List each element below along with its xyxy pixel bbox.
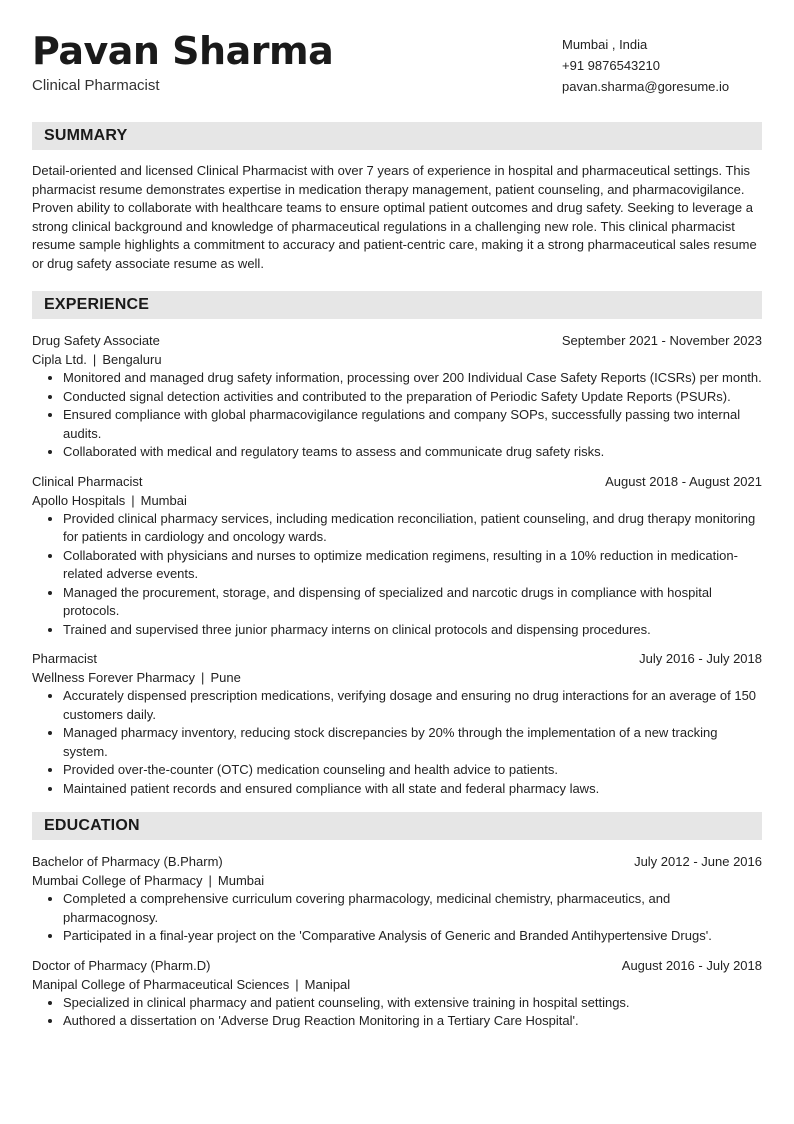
experience-dates: July 2016 - July 2018 — [639, 651, 762, 666]
experience-location: Pune — [210, 670, 241, 685]
education-org-line — [32, 975, 762, 994]
education-entry — [32, 956, 762, 1031]
experience-section — [32, 291, 762, 798]
experience-organization: Wellness Forever Pharmacy — [32, 670, 196, 685]
candidate-role: Clinical Pharmacist — [32, 77, 160, 94]
experience-organization: Cipla Ltd. — [32, 352, 87, 367]
education-bullet: • Participated in a final-year project on the 'Comparative Analysis of Generic and Branded Antihypertensive Drugs'. — [63, 927, 762, 946]
experience-bullet: • Provided over-the-counter (OTC) medication counseling and health advice to patients. — [63, 761, 762, 780]
experience-bullet: • Ensured compliance with global pharmacovigilance regulations and company SOPs, successfully passing two internal audits. — [63, 406, 762, 443]
experience-org-line — [32, 350, 762, 369]
separator: | — [295, 976, 299, 992]
experience-location: Mumbai — [140, 492, 187, 508]
education-entry-header — [32, 852, 762, 871]
separator: | — [208, 873, 212, 888]
education-organization: Mumbai College of Pharmacy — [32, 873, 203, 888]
separator: | — [201, 670, 205, 685]
experience-entry-header — [32, 331, 762, 350]
education-organization: Manipal College of Pharmaceutical Sciences — [32, 976, 290, 992]
experience-bullet: • Managed pharmacy inventory, reducing stock discrepancies by 20% through the implementation of a new tracking system. — [63, 724, 762, 761]
education-location: Manipal — [304, 976, 351, 992]
contact-location: Mumbai , India — [562, 37, 648, 52]
education-dates: August 2016 - July 2018 — [621, 957, 762, 973]
experience-title: Clinical Pharmacist — [32, 473, 143, 489]
experience-entry — [32, 331, 762, 462]
education-bullet: • Specialized in clinical pharmacy and patient counseling, with extensive training in hospital settings. — [63, 994, 762, 1013]
contact-phone: +91 9876543210 — [562, 58, 660, 73]
experience-list — [32, 331, 762, 798]
experience-org-line — [32, 668, 762, 687]
education-location: Mumbai — [217, 873, 265, 888]
education-bullet-list — [32, 890, 762, 946]
summary-section — [32, 122, 762, 273]
experience-bullet-list — [32, 369, 762, 462]
experience-bullet: • Accurately dispensed prescription medications, verifying dosage and ensuring no drug interactions for an average of 150 customers daily. — [63, 687, 762, 724]
resume-header — [32, 28, 762, 120]
education-bullet-list — [32, 994, 762, 1031]
experience-entry — [32, 649, 762, 798]
education-list — [32, 852, 762, 1031]
education-entry-header — [32, 956, 762, 975]
experience-bullet: • Monitored and managed drug safety information, processing over 200 Individual Case Safety Reports (ICSRs) per month. — [63, 369, 762, 388]
education-entry — [32, 852, 762, 946]
education-heading: EDUCATION — [32, 812, 762, 840]
resume-page — [32, 28, 762, 1031]
experience-heading: EXPERIENCE — [32, 291, 762, 319]
education-dates: July 2012 - June 2016 — [634, 854, 762, 869]
experience-bullet: • Collaborated with medical and regulatory teams to assess and communicate drug safety risks. — [63, 443, 762, 462]
experience-location: Bengaluru — [102, 352, 162, 367]
separator: | — [92, 352, 97, 367]
experience-bullet: • Collaborated with physicians and nurses to optimize medication regimens, resulting in a 10% reduction in medication-related adverse events. — [63, 547, 762, 584]
experience-entry-header — [32, 472, 762, 491]
experience-org-line — [32, 491, 762, 510]
experience-bullet-list — [32, 687, 762, 798]
experience-bullet: • Managed the procurement, storage, and dispensing of specialized and narcotic drugs in compliance with hospital protocols. — [63, 584, 762, 621]
experience-bullet: • Trained and supervised three junior pharmacy interns on clinical protocols and dispensing procedures. — [63, 621, 762, 640]
experience-dates: September 2021 - November 2023 — [561, 333, 762, 348]
experience-entry — [32, 472, 762, 640]
experience-bullet-list — [32, 510, 762, 640]
education-title: Doctor of Pharmacy (Pharm.D) — [32, 957, 211, 973]
education-section — [32, 812, 762, 1031]
experience-dates: August 2018 - August 2021 — [605, 473, 762, 489]
contact-block — [562, 34, 762, 97]
education-bullet: • Authored a dissertation on 'Adverse Drug Reaction Monitoring in a Tertiary Care Hospital'. — [63, 1012, 762, 1031]
experience-entry-header — [32, 649, 762, 668]
education-bullet: • Completed a comprehensive curriculum covering pharmacology, medicinal chemistry, pharmaceutics, and pharmacognosy. — [63, 890, 762, 927]
education-title: Bachelor of Pharmacy (B.Pharm) — [32, 854, 223, 869]
experience-organization: Apollo Hospitals — [32, 492, 126, 508]
experience-bullet: • Maintained patient records and ensured compliance with all state and federal pharmacy laws. — [63, 780, 762, 799]
education-org-line — [32, 871, 762, 890]
experience-title: Pharmacist — [32, 651, 98, 666]
summary-heading: SUMMARY — [32, 122, 762, 150]
experience-title: Drug Safety Associate — [32, 333, 160, 348]
candidate-name: Pavan Sharma — [32, 29, 334, 73]
experience-bullet: • Provided clinical pharmacy services, including medication reconciliation, patient counseling, and drug therapy monitoring for patients in cardiology and oncology wards. — [63, 510, 762, 547]
contact-email[interactable]: pavan.sharma@goresume.io — [562, 79, 730, 94]
separator: | — [131, 492, 135, 508]
summary-text: Detail-oriented and licensed Clinical Pharmacist with over 7 years of experience in hospital and pharmaceutical settings. This pharmacist resume demonstrates expertise in medication therapy management, patient counseling, and pharmacovigilance. Proven ability to collaborate with healthcare teams to ensure optimal patient outcomes and drug safety. Seeking to leverage a strong clinical background and knowledge of pharmaceutical regulations in a challenging new role. This clinical pharmacist resume sample highlights a commitment to accuracy and patient-centric care, making it a strong pharmaceutical sales resume or drug safety associate resume as well. — [32, 163, 757, 271]
experience-bullet: • Conducted signal detection activities and contributed to the preparation of Periodic Safety Update Reports (PSURs). — [63, 388, 762, 407]
